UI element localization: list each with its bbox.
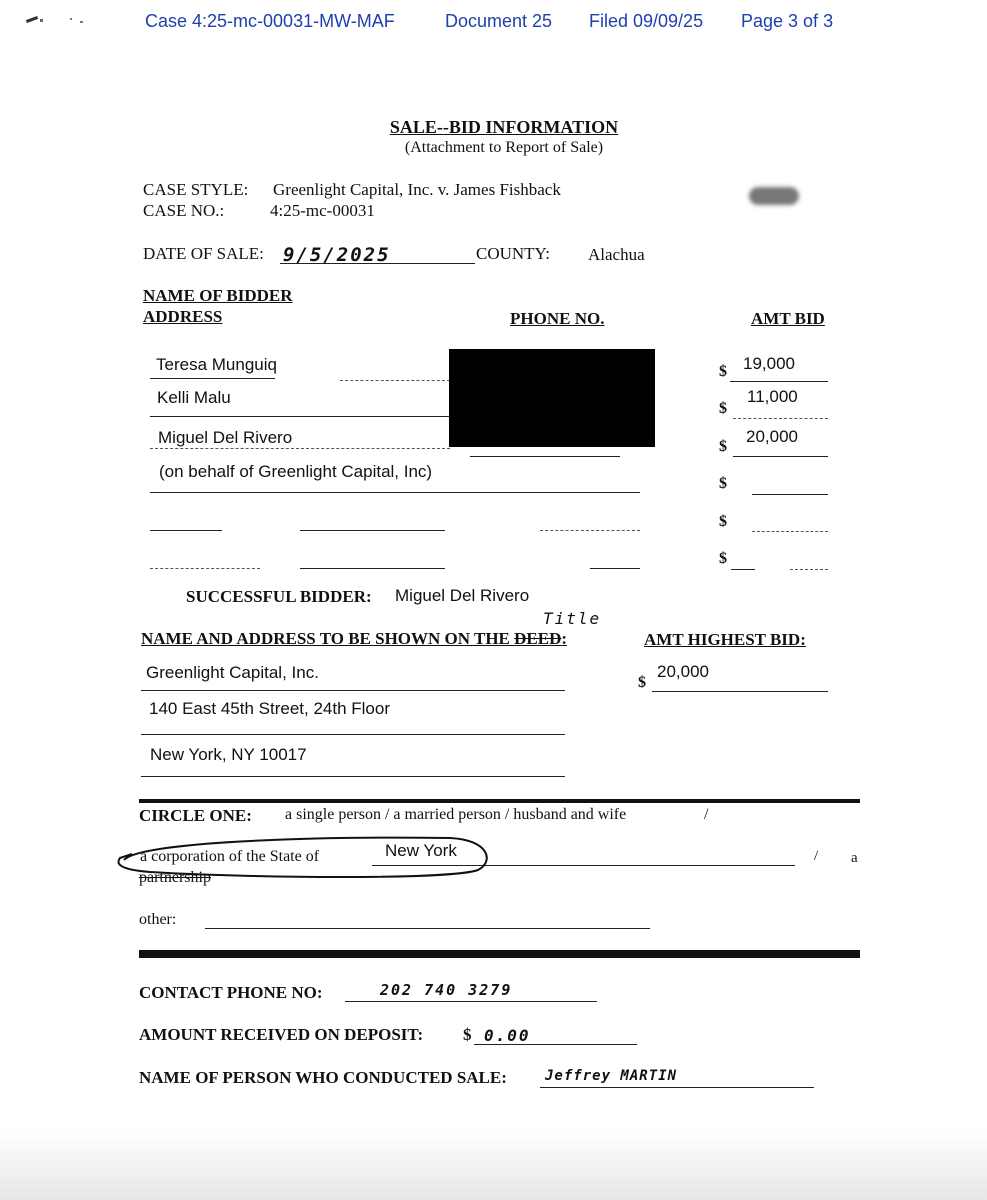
deed-line <box>141 690 565 691</box>
deed-name-line: Greenlight Capital, Inc. <box>146 663 319 682</box>
deed-colon: : <box>561 629 568 648</box>
phone-redaction-box <box>449 349 655 447</box>
deposit-line <box>474 1044 637 1045</box>
circle-one-slash: / <box>814 848 819 864</box>
amount-line <box>730 381 828 382</box>
contact-phone-label: CONTACT PHONE NO: <box>139 983 323 1002</box>
bidder-name: (on behalf of Greenlight Capital, Inc) <box>159 462 433 481</box>
other-line <box>205 928 650 929</box>
corporation-text: a corporation of the State of <box>140 848 320 865</box>
deposit-value: 0.00 <box>484 1026 531 1045</box>
deed-line <box>141 776 565 777</box>
col-phone-no: PHONE NO. <box>510 309 605 328</box>
deed-street-line: 140 East 45th Street, 24th Floor <box>149 699 390 718</box>
bidder-name: Miguel Del Rivero <box>158 428 293 447</box>
case-no-value: 4:25-mc-00031 <box>270 201 375 220</box>
bidder-line <box>470 456 620 457</box>
date-of-sale-line <box>280 263 475 264</box>
bid-amount: 19,000 <box>743 354 795 373</box>
successful-bidder-label: SUCCESSFUL BIDDER: <box>186 587 372 606</box>
currency-sign: $ <box>719 475 727 492</box>
county-value: Alachua <box>588 245 645 264</box>
bid-amount: 20,000 <box>746 427 798 446</box>
page-bottom-shadow <box>0 1130 987 1200</box>
deed-correction: Title <box>543 609 602 628</box>
empty-line <box>300 530 445 531</box>
amount-line <box>752 531 828 532</box>
date-of-sale-value: 9/5/2025 <box>283 244 391 266</box>
conductor-line <box>540 1087 814 1088</box>
bidder-name: Teresa Munguiq <box>156 355 277 374</box>
section-rule <box>139 950 860 958</box>
circle-one-slash: / <box>704 806 709 823</box>
successful-bidder-value: Miguel Del Rivero <box>395 586 530 605</box>
bidder-line <box>150 448 450 449</box>
col-name-of-bidder: NAME OF BIDDER <box>143 286 293 305</box>
header-page-number: Page 3 of 3 <box>741 11 834 31</box>
bidder-line <box>150 492 640 493</box>
scan-mark <box>26 16 38 23</box>
header-case-number: Case 4:25-mc-00031-MW-MAF <box>145 11 395 31</box>
scan-mark <box>70 18 72 20</box>
form-subtitle: (Attachment to Report of Sale) <box>404 139 604 156</box>
deed-line <box>141 734 565 735</box>
highest-bid-line <box>652 691 828 692</box>
bidder-line <box>340 380 450 381</box>
deposit-currency: $ <box>463 1025 472 1044</box>
amount-line <box>790 569 828 570</box>
contact-phone-value: 202 740 3279 <box>380 981 513 999</box>
empty-line <box>590 568 640 569</box>
conductor-label: NAME OF PERSON WHO CONDUCTED SALE: <box>139 1068 507 1087</box>
hand-drawn-circle <box>110 832 500 884</box>
currency-sign: $ <box>719 400 727 417</box>
empty-line <box>150 530 222 531</box>
highest-bid-value: 20,000 <box>657 662 709 681</box>
header-document-number: Document 25 <box>445 11 553 31</box>
county-label: COUNTY: <box>476 244 550 263</box>
amount-line <box>733 418 828 419</box>
deed-word: DEED <box>514 629 562 648</box>
amount-line <box>731 569 755 570</box>
case-style-label: CASE STYLE: <box>143 180 249 199</box>
conductor-value: Jeffrey MARTIN <box>545 1068 678 1084</box>
partnership-text: partnership <box>139 869 211 886</box>
redaction-smudge <box>749 187 799 205</box>
empty-line <box>540 530 640 531</box>
highest-bid-label: AMT HIGHEST BID: <box>644 630 806 649</box>
amount-line <box>752 494 828 495</box>
circle-one-options: a single person / a married person / husband and wife <box>285 806 627 823</box>
date-of-sale-label: DATE OF SALE: <box>143 244 264 263</box>
empty-line <box>150 568 260 569</box>
col-amt-bid: AMT BID <box>751 309 825 328</box>
contact-phone-line <box>345 1001 597 1002</box>
currency-sign: $ <box>719 438 727 455</box>
bidder-line <box>150 378 275 379</box>
bid-amount: 11,000 <box>747 387 798 406</box>
deed-label-text: NAME AND ADDRESS TO BE SHOWN ON THE <box>141 629 510 648</box>
currency-sign: $ <box>638 674 646 691</box>
amount-line <box>733 456 828 457</box>
case-no-label: CASE NO.: <box>143 201 225 220</box>
empty-line <box>300 568 445 569</box>
bidder-line <box>150 416 450 417</box>
deposit-label: AMOUNT RECEIVED ON DEPOSIT: <box>139 1025 424 1044</box>
scan-mark <box>80 21 83 23</box>
currency-sign: $ <box>719 363 727 380</box>
bidder-name: Kelli Malu <box>157 388 231 407</box>
currency-sign: $ <box>719 550 727 567</box>
section-rule <box>139 799 860 803</box>
header-filed-date: Filed 09/09/25 <box>589 11 704 31</box>
deed-city-line: New York, NY 10017 <box>150 745 307 764</box>
corporation-state: New York <box>385 841 457 860</box>
scan-mark <box>40 19 43 22</box>
case-style-value: Greenlight Capital, Inc. v. James Fishback <box>273 180 561 199</box>
col-address: ADDRESS <box>143 307 223 326</box>
circle-one-label: CIRCLE ONE: <box>139 806 252 825</box>
form-title: SALE--BID INFORMATION <box>389 117 619 137</box>
partnership-article: a <box>851 850 858 866</box>
deed-label <box>141 629 567 649</box>
other-label: other: <box>139 911 177 928</box>
currency-sign: $ <box>719 513 727 530</box>
